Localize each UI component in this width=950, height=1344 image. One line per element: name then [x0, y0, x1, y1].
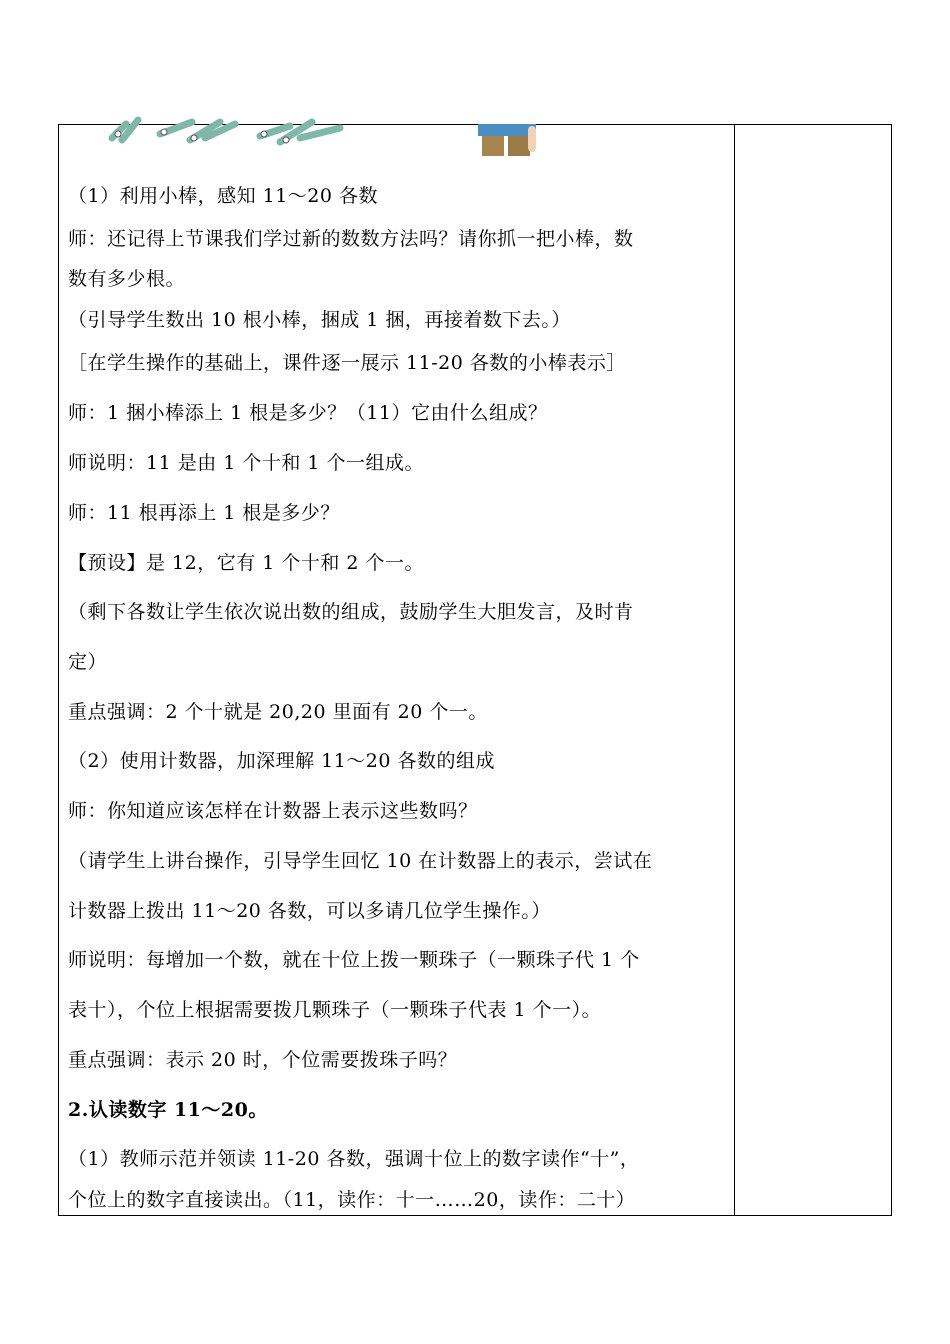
text-line: 师：1 捆小棒添上 1 根是多少？（11）它由什么组成？: [68, 402, 548, 424]
text-line: 重点强调：2 个十就是 20,20 里面有 20 个一。: [68, 701, 488, 723]
text-line: （1）教师示范并领读 11-20 各数，强调十位上的数字读作“十”，: [68, 1148, 640, 1170]
text-line: ［在学生操作的基础上，课件逐一展示 11-20 各数的小棒表示］: [68, 352, 626, 374]
text-line: 师：你知道应该怎样在计数器上表示这些数吗？: [68, 800, 478, 822]
text-line: 表十），个位上根据需要拨几颗珠子（一颗珠子代表 1 个一）。: [68, 999, 602, 1021]
text-line: 个位上的数字直接读出。（11，读作：十一……20，读作：二十）: [68, 1189, 636, 1211]
text-line: 师说明：11 是由 1 个十和 1 个一组成。: [68, 452, 425, 474]
text-line: 师说明：每增加一个数，就在十位上拨一颗珠子（一颗珠子代 1 个: [68, 949, 640, 971]
text-line: 重点强调：表示 20 时，个位需要拨珠子吗？: [68, 1049, 458, 1071]
text-line: （2）使用计数器，加深理解 11～20 各数的组成: [68, 750, 496, 772]
table-column-divider: [734, 124, 735, 1216]
text-line: 师：11 根再添上 1 根是多少？: [68, 502, 340, 524]
text-line: （请学生上讲台操作，引导学生回忆 10 在计数器上的表示，尝试在: [68, 850, 653, 872]
text-line: 计数器上拨出 11～20 各数，可以多请几位学生操作。）: [68, 900, 551, 922]
text-line: 师：还记得上节课我们学过新的数数方法吗？请你抓一把小棒，数: [68, 228, 634, 250]
text-line: 定）: [68, 651, 108, 673]
text-line: （引导学生数出 10 根小棒，捆成 1 捆，再接着数下去。）: [68, 309, 571, 331]
section-heading: 2.认读数字 11～20。: [68, 1099, 268, 1121]
text-line: 【预设】是 12，它有 1 个十和 2 个一。: [68, 552, 425, 574]
text-line: （1）利用小棒，感知 11～20 各数: [68, 185, 379, 207]
sticks-illustration: [60, 108, 734, 158]
text-line: （剩下各数让学生依次说出数的组成，鼓励学生大胆发言，及时肯: [68, 601, 634, 623]
text-line: 数有多少根。: [68, 268, 186, 290]
